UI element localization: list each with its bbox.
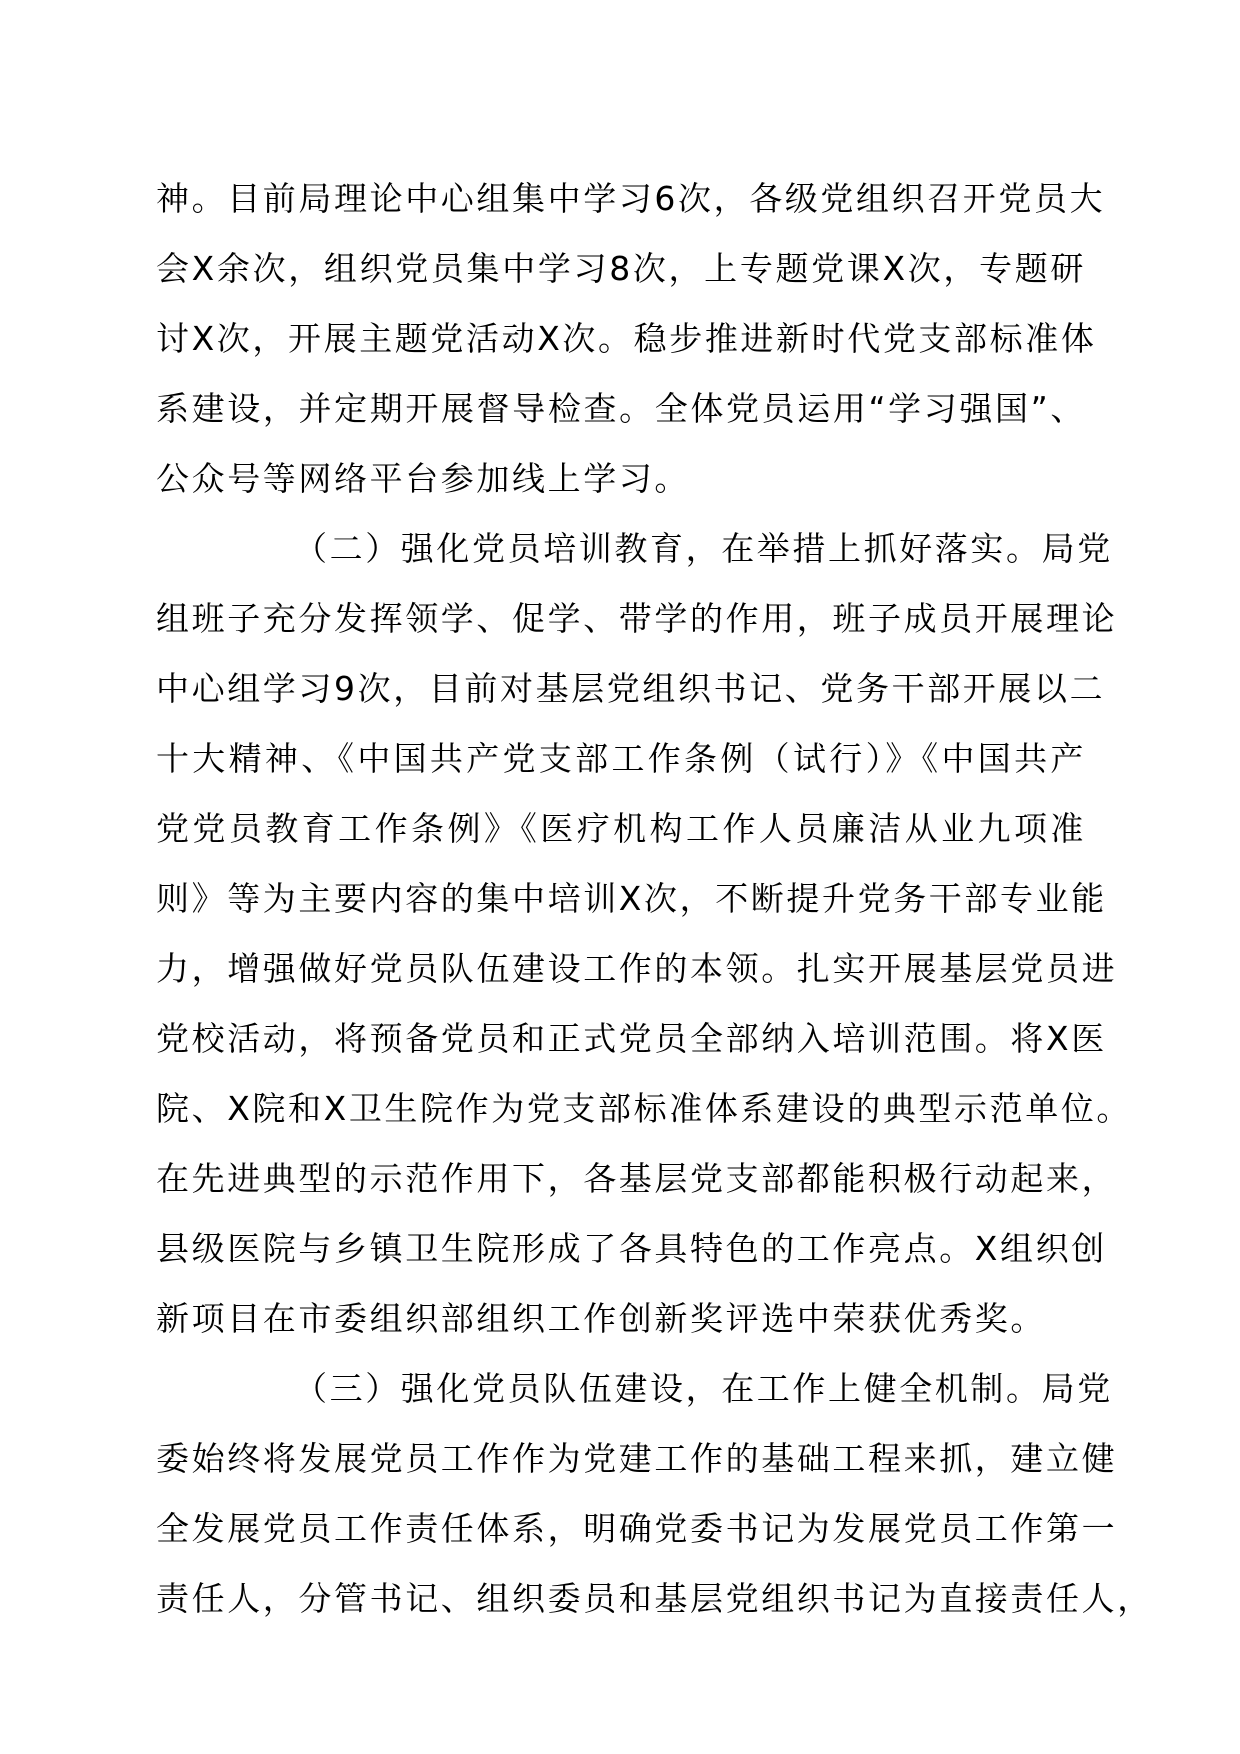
text-line: 责任人，分管书记、组织委员和基层党组织书记为直接责任人， <box>156 1579 1153 1618</box>
text-line: 力，增强做好党员队伍建设工作的本领。扎实开展基层党员进 <box>156 949 1118 988</box>
paragraph-3 <box>156 1354 1153 1634</box>
text-line: 公众号等网络平台参加线上学习。 <box>156 459 690 498</box>
text-line: 会X余次，组织党员集中学习8次，上专题党课X次，专题研 <box>156 249 1086 288</box>
text-line: 则》等为主要内容的集中培训X次，不断提升党务干部专业能 <box>156 879 1107 918</box>
paragraph-2 <box>156 514 1133 1354</box>
text-line: 委始终将发展党员工作作为党建工作的基础工程来抓，建立健 <box>156 1439 1118 1478</box>
text-line: 系建设，并定期开展督导检查。全体党员运用“学习强国”、 <box>156 389 1086 428</box>
text-line: 新项目在市委组织部组织工作创新奖评选中荣获优秀奖。 <box>156 1299 1046 1338</box>
paragraph-heading-line: （三）强化党员队伍建设，在工作上健全机制。局党 <box>294 1369 1113 1408</box>
document-body <box>156 164 1153 1634</box>
text-line: 党党员教育工作条例》《医疗机构工作人员廉洁从业九项准 <box>156 809 1086 848</box>
text-line: 组班子充分发挥领学、促学、带学的作用，班子成员开展理论 <box>156 599 1118 638</box>
text-line: 党校活动，将预备党员和正式党员全部纳入培训范围。将X医 <box>156 1019 1107 1058</box>
text-line: 全发展党员工作责任体系，明确党委书记为发展党员工作第一 <box>156 1509 1118 1548</box>
text-line: 神。目前局理论中心组集中学习6次，各级党组织召开党员大 <box>156 179 1106 218</box>
text-line: 县级医院与乡镇卫生院形成了各具特色的工作亮点。X组织创 <box>156 1229 1107 1268</box>
text-line: 十大精神、《中国共产党支部工作条例（试行）》《中国共产 <box>156 739 1086 778</box>
text-line: 讨X次，开展主题党活动X次。稳步推进新时代党支部标准体 <box>156 319 1097 358</box>
paragraph-heading-line: （二）强化党员培训教育，在举措上抓好落实。局党 <box>294 529 1113 568</box>
text-line: 在先进典型的示范作用下，各基层党支部都能积极行动起来， <box>156 1159 1118 1198</box>
text-line: 中心组学习9次，目前对基层党组织书记、党务干部开展以二 <box>156 669 1106 708</box>
paragraph-1 <box>156 164 1106 514</box>
text-line: 院、X院和X卫生院作为党支部标准体系建设的典型示范单位。 <box>156 1089 1133 1128</box>
